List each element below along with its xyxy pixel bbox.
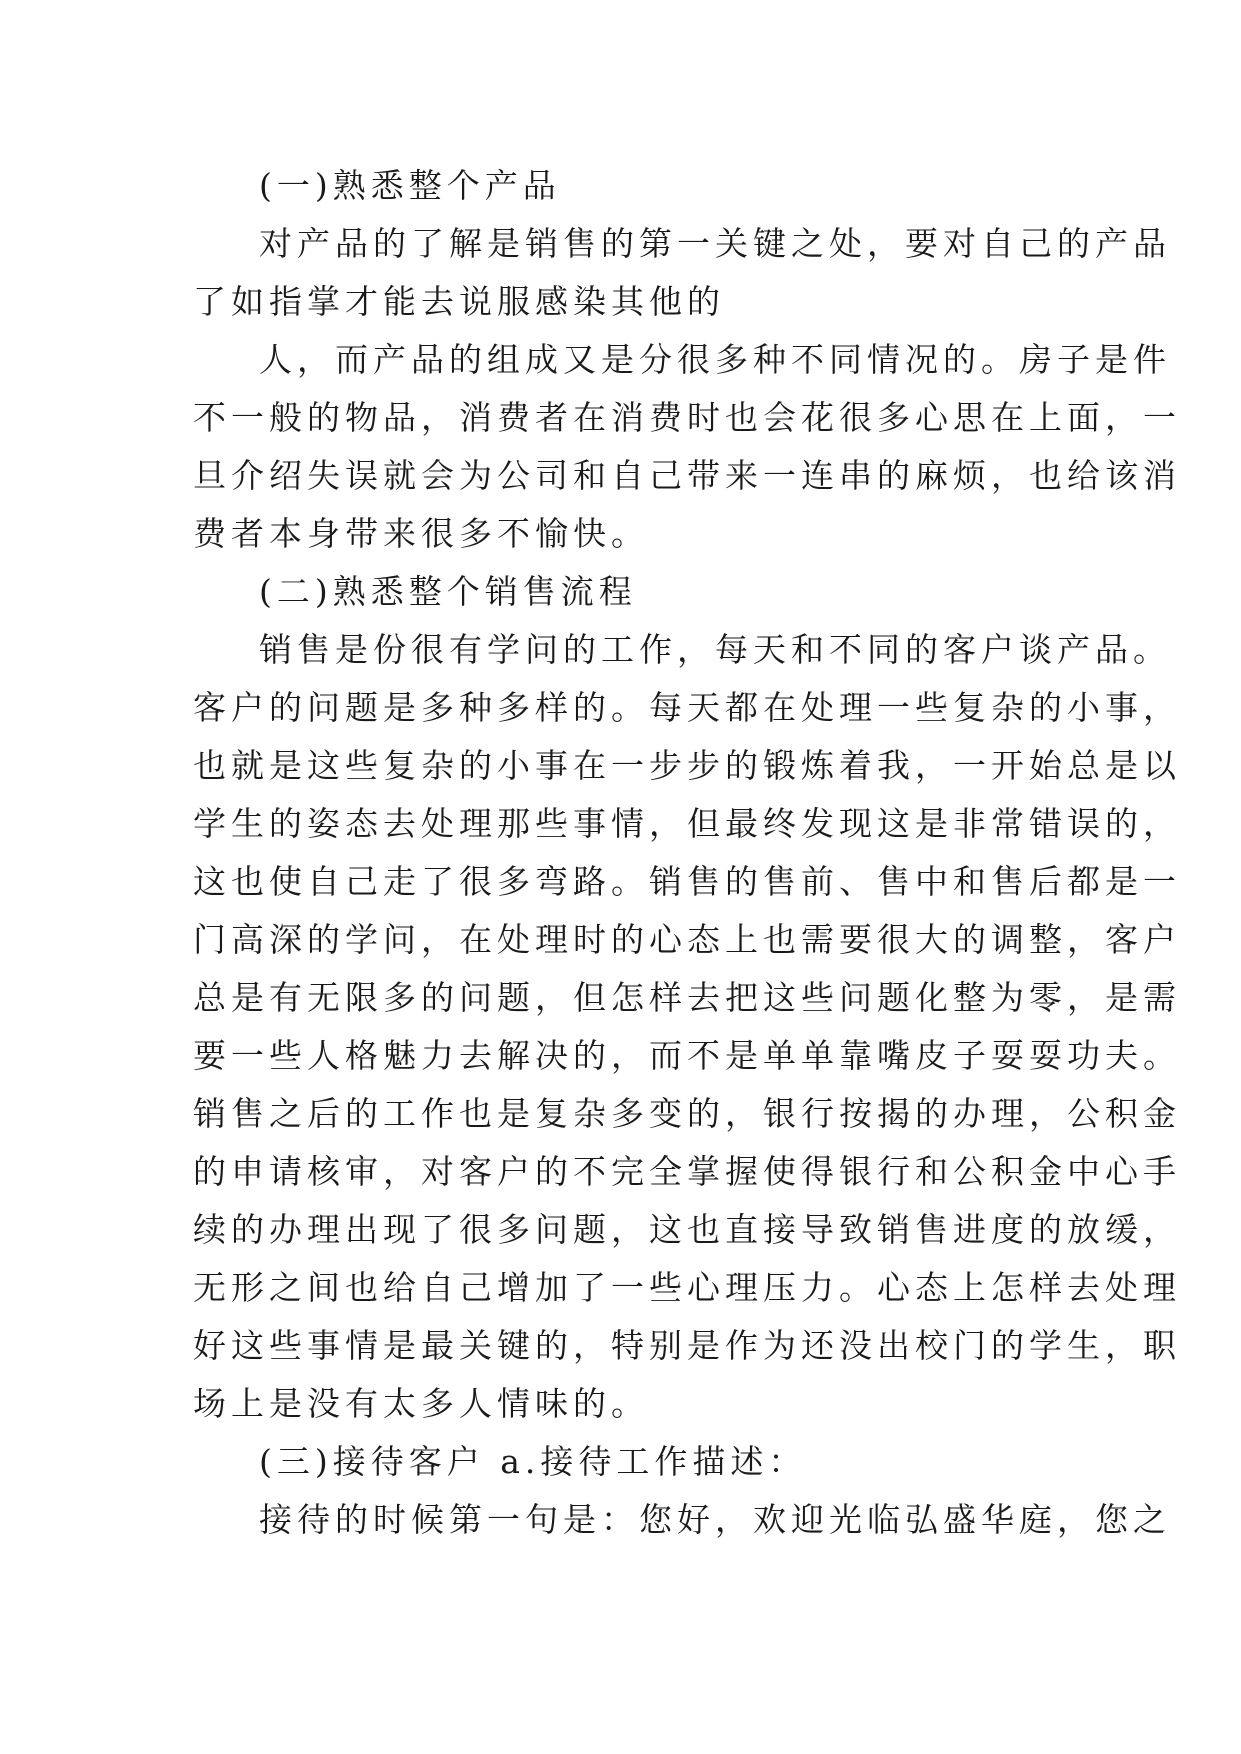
heading-section-3: (三)接待客户 a.接待工作描述： [259,1442,807,1481]
paragraph-line: 好这些事情是最关键的，特别是作为还没出校门的学生，职 [193,1326,1181,1365]
paragraph-line: 销售是份很有学问的工作，每天和不同的客户谈产品。 [259,630,1171,669]
paragraph-line: 这也使自己走了很多弯路。销售的售前、售中和售后都是一 [193,862,1181,901]
paragraph-line: 客户的问题是多种多样的。每天都在处理一些复杂的小事， [193,688,1181,727]
paragraph-line: 费者本身带来很多不愉快。 [193,514,649,553]
paragraph-line: 的申请核审，对客户的不完全掌握使得银行和公积金中心手 [193,1152,1181,1191]
paragraph-line: 场上是没有太多人情味的。 [193,1384,649,1423]
paragraph-line: 对产品的了解是销售的第一关键之处，要对自己的产品 [259,224,1171,263]
paragraph-line: 续的办理出现了很多问题，这也直接导致销售进度的放缓， [193,1210,1181,1249]
paragraph-line: 学生的姿态去处理那些事情，但最终发现这是非常错误的， [193,804,1181,843]
paragraph-line: 接待的时候第一句是：您好，欢迎光临弘盛华庭，您之 [259,1500,1171,1539]
paragraph-line: 旦介绍失误就会为公司和自己带来一连串的麻烦，也给该消 [193,456,1181,495]
paragraph-line: 要一些人格魅力去解决的，而不是单单靠嘴皮子耍耍功夫。 [193,1036,1181,1075]
paragraph-line: 门高深的学问，在处理时的心态上也需要很大的调整，客户 [193,920,1181,959]
heading-section-1: (一)熟悉整个产品 [259,166,561,205]
paragraph-line: 销售之后的工作也是复杂多变的，银行按揭的办理，公积金 [193,1094,1181,1133]
paragraph-line: 也就是这些复杂的小事在一步步的锻炼着我，一开始总是以 [193,746,1181,785]
paragraph-line: 了如指掌才能去说服感染其他的 [193,282,725,321]
heading-section-2: (二)熟悉整个销售流程 [259,572,637,611]
paragraph-line: 不一般的物品，消费者在消费时也会花很多心思在上面，一 [193,398,1181,437]
paragraph-line: 无形之间也给自己增加了一些心理压力。心态上怎样去处理 [193,1268,1181,1307]
paragraph-line: 人，而产品的组成又是分很多种不同情况的。房子是件 [259,340,1171,379]
paragraph-line: 总是有无限多的问题，但怎样去把这些问题化整为零，是需 [193,978,1181,1017]
